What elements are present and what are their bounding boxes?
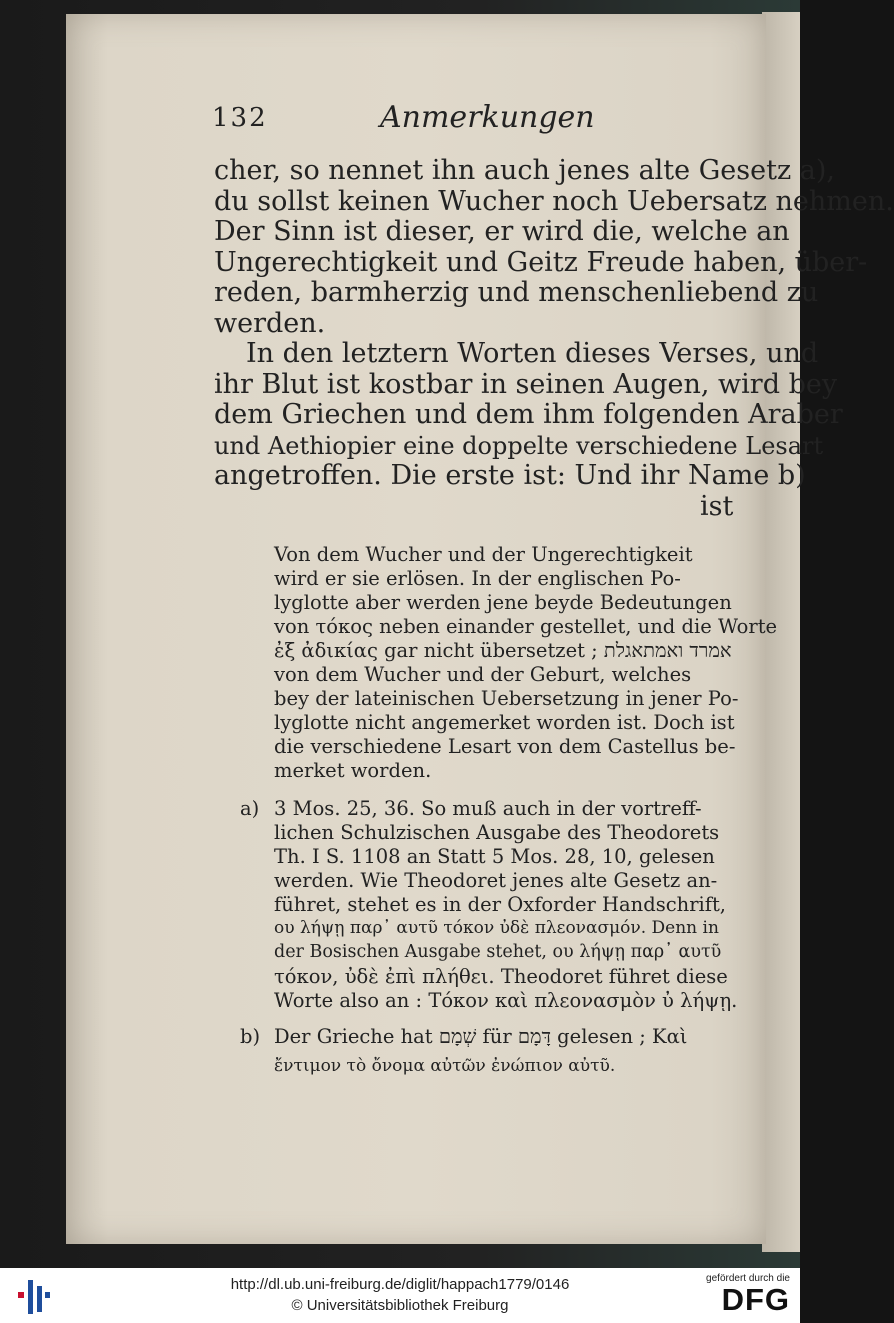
main-line: In den letztern Worten dieses Verses, und bbox=[246, 338, 819, 369]
main-line: Der Sinn ist dieser, er wird die, welche an bbox=[214, 216, 790, 247]
footnote-line: wird er sie erlösen. In der englischen Po- bbox=[274, 567, 681, 590]
note-a-line: werden. Wie Theodoret jenes alte Gesetz an- bbox=[274, 869, 718, 892]
main-line: werden. bbox=[214, 308, 326, 339]
main-line: Ungerechtigkeit und Geitz Freude haben, über- bbox=[214, 247, 868, 278]
permalink-url[interactable]: http://dl.ub.uni-freiburg.de/diglit/happach1779/0146 bbox=[230, 1276, 570, 1293]
footnote-line: von dem Wucher und der Geburt, welches bbox=[274, 663, 692, 686]
sponsor-caption: gefördert durch die bbox=[706, 1273, 790, 1284]
note-a-line: der Bosischen Ausgabe stehet, ου λήψῃ παρ᾽ αυτῦ bbox=[274, 942, 722, 962]
dfg-logo[interactable]: DFG bbox=[721, 1282, 790, 1317]
footnote-line: merket worden. bbox=[274, 759, 432, 782]
note-a-line: τόκον, ὐδὲ ἐπὶ πλήθει. Theodoret führet diese bbox=[274, 965, 728, 988]
note-a-line: 3 Mos. 25, 36. So muß auch in der vortreff- bbox=[274, 797, 702, 820]
note-a-line: führet, stehet es in der Oxforder Handschrift, bbox=[274, 893, 727, 916]
viewer-footer bbox=[0, 1268, 800, 1323]
note-a-line: lichen Schulzischen Ausgabe des Theodorets bbox=[274, 821, 720, 844]
note-a-marker: a) bbox=[240, 797, 260, 820]
note-a-line: Worte also an : Τόκον καὶ πλεονασμὸν ὐ λήψῃ. bbox=[274, 989, 738, 1012]
main-line: reden, barmherzig und menschenliebend zu bbox=[214, 277, 819, 308]
note-b-line: ἔντιμον τὸ ὄνομα αὐτῶν ἐνώπιον αὐτῦ. bbox=[274, 1056, 616, 1076]
footnote-line: von τόκος neben einander gestellet, und die Worte bbox=[274, 615, 778, 638]
footnote-line: lyglotte aber werden jene beyde Bedeutungen bbox=[274, 591, 732, 614]
running-head: Anmerkungen bbox=[380, 100, 595, 135]
footnote-line: Von dem Wucher und der Ungerechtigkeit bbox=[274, 543, 693, 566]
note-a-line: Th. I S. 1108 an Statt 5 Mos. 28, 10, gelesen bbox=[274, 845, 715, 868]
main-line: du sollst keinen Wucher noch Uebersatz nehmen. bbox=[214, 186, 894, 217]
footnote-line: die verschiedene Lesart von dem Castellus be- bbox=[274, 735, 736, 758]
main-line: und Aethiopier eine doppelte verschiedene Lesart bbox=[214, 432, 824, 460]
main-line: angetroffen. Die erste ist: Und ihr Name b) bbox=[214, 460, 806, 491]
footnote-line: ἐξ ἀδικίας gar nicht übersetzet ; אמרד ואמתאגלת bbox=[274, 639, 732, 662]
main-line: cher, so nennet ihn auch jenes alte Gesetz a), bbox=[214, 155, 835, 186]
note-a-line: ου λήψῃ παρ᾽ αυτῦ τόκον ὐδὲ πλεονασμόν. Denn in bbox=[274, 918, 719, 938]
page-number: 132 bbox=[212, 103, 268, 133]
note-b-line: Der Grieche hat שְׁמָם für דָּמָם gelesen ; Καὶ bbox=[274, 1025, 688, 1048]
catchword: ist bbox=[700, 491, 734, 522]
copyright-text: © Universitätsbibliothek Freiburg bbox=[291, 1297, 509, 1314]
main-line: dem Griechen und dem ihm folgenden Araber bbox=[214, 399, 843, 430]
footnote-line: lyglotte nicht angemerket worden ist. Doch ist bbox=[274, 711, 735, 734]
main-line: ihr Blut ist kostbar in seinen Augen, wird bey bbox=[214, 369, 838, 400]
note-b-marker: b) bbox=[240, 1025, 261, 1048]
footnote-line: bey der lateinischen Uebersetzung in jener Po- bbox=[274, 687, 739, 710]
